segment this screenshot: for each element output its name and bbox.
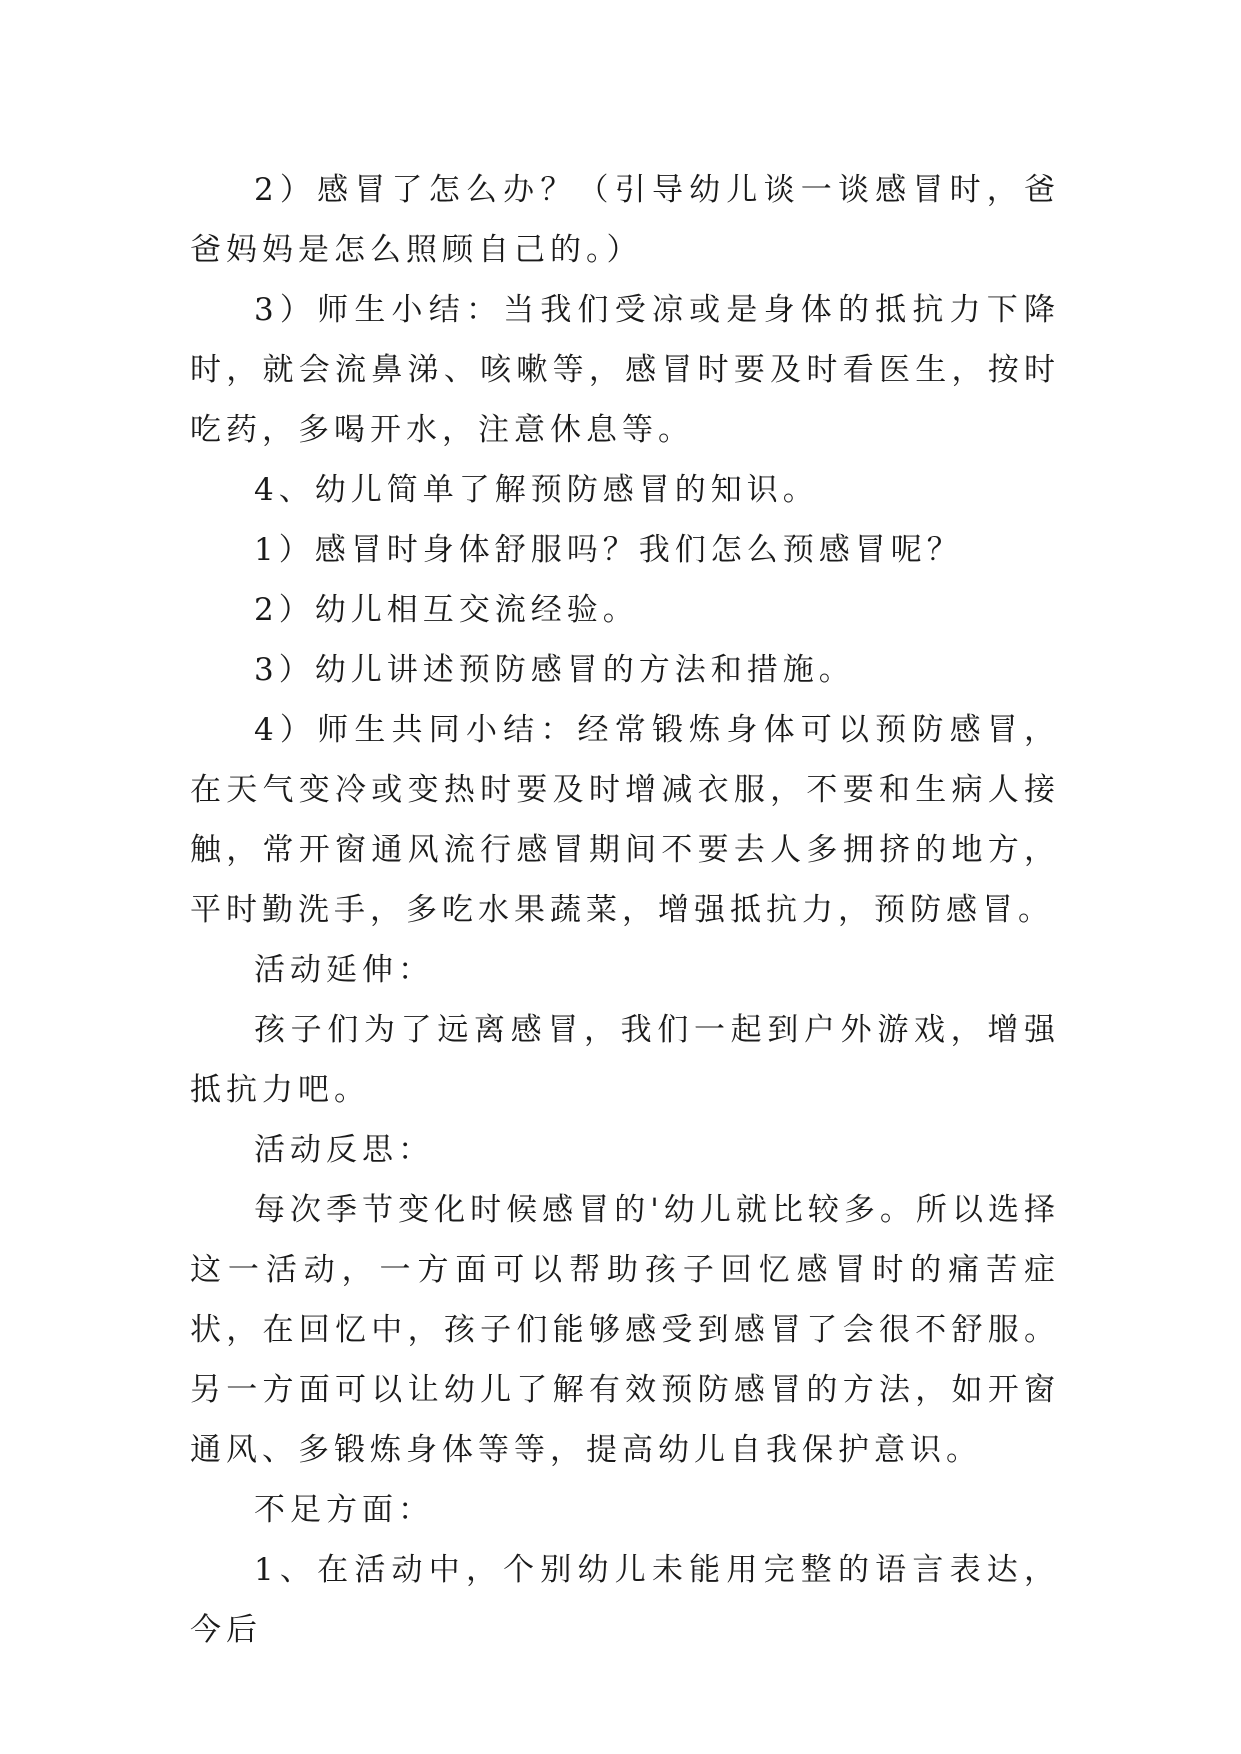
document-body: [190, 160, 1060, 1660]
paragraph-2-exchange: 2）幼儿相互交流经验。: [254, 592, 639, 628]
paragraph-shortcoming-1: 1、在活动中，个别幼儿未能用完整的语言表达，今后: [190, 1552, 1060, 1648]
paragraph-activity-extension: 孩子们为了远离感冒，我们一起到户外游戏，增强抵抗力吧。: [190, 1012, 1060, 1108]
paragraph-1-question: 1）感冒时身体舒服吗？我们怎么预感冒呢？: [254, 532, 963, 568]
paragraph-2-how-to-handle-cold: 2）感冒了怎么办？（引导幼儿谈一谈感冒时，爸爸妈妈是怎么照顾自己的。）: [190, 172, 1060, 268]
paragraph-activity-reflection: 每次季节变化时候感冒的'幼儿就比较多。所以选择这一活动，一方面可以帮助孩子回忆感冒时的痛苦症状，在回忆中，孩子们能够感受到感冒了会很不舒服。另一方面可以让幼儿了解有效预防感冒的方法，如开窗通风、多锻炼身体等等，提高幼儿自我保护意识。: [190, 1192, 1060, 1468]
paragraph-section-4-heading: 4、幼儿简单了解预防感冒的知识。: [254, 472, 819, 508]
heading-activity-extension: 活动延伸：: [254, 952, 434, 988]
paragraph-3-methods: 3）幼儿讲述预防感冒的方法和措施。: [254, 652, 855, 688]
paragraph-4-joint-summary: 4）师生共同小结：经常锻炼身体可以预防感冒，在天气变冷或变热时要及时增减衣服，不要和生病人接触，常开窗通风流行感冒期间不要去人多拥挤的地方，平时勤洗手，多吃水果蔬菜，增强抵抗力，预防感冒。: [190, 712, 1060, 928]
paragraph-3-teacher-summary: 3）师生小结：当我们受凉或是身体的抵抗力下降时，就会流鼻涕、咳嗽等，感冒时要及时看医生，按时吃药，多喝开水，注意休息等。: [190, 292, 1060, 448]
heading-shortcomings: 不足方面：: [254, 1492, 434, 1528]
heading-activity-reflection: 活动反思：: [254, 1132, 434, 1168]
